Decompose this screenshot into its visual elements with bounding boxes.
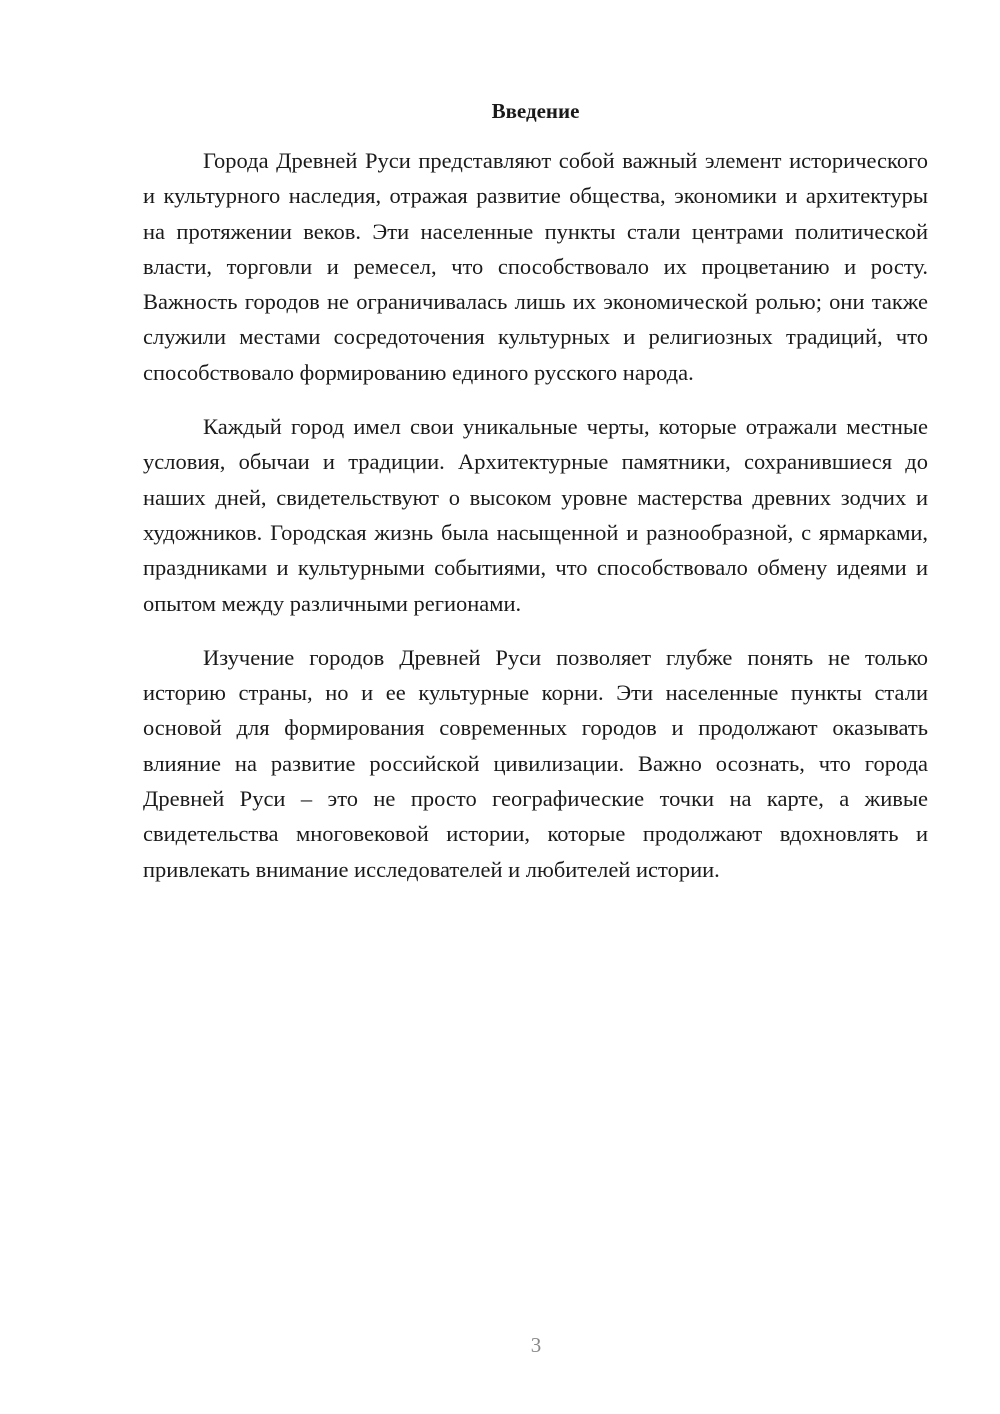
paragraph-2: Каждый город имел свои уникальные черты, которые отражали местные условия, обычаи и традиции. Архитектурные памятники, сохранившиеся до наших дней, свидетельствуют о высоком уровне мастерства древних зодчих и художников. Городская жизнь была насыщенной и разнообразной, с ярмарками, праздниками и культурными событиями, что способствовало обмену идеями и опытом между различными регионами.: [143, 414, 928, 616]
paragraph-3: Изучение городов Древней Руси позволяет глубже понять не только историю страны, но и ее культурные корни. Эти населенные пункты стали основой для формирования современных городов и продолжают оказывать влияние на развитие российской цивилизации. Важно осознать, что города Древней Руси – это не просто географические точки на карте, а живые свидетельства многовековой истории, которые продолжают вдохновлять и привлекать внимание исследователей и любителей истории.: [143, 644, 928, 882]
page-title: Введение: [491, 99, 580, 123]
page-number: 3: [530, 1333, 542, 1357]
document-body: [143, 143, 928, 906]
paragraph-1: Города Древней Руси представляют собой важный элемент исторического и культурного наследия, отражая развитие общества, экономики и архитектуры на протяжении веков. Эти населенные пункты стали центрами политической власти, торговли и ремесел, что способствовало их процветанию и росту. Важность городов не ограничивалась лишь их экономической ролью; они также служили местами сосредоточения культурных и религиозных традиций, что способствовало формированию единого русского народа.: [143, 148, 928, 385]
